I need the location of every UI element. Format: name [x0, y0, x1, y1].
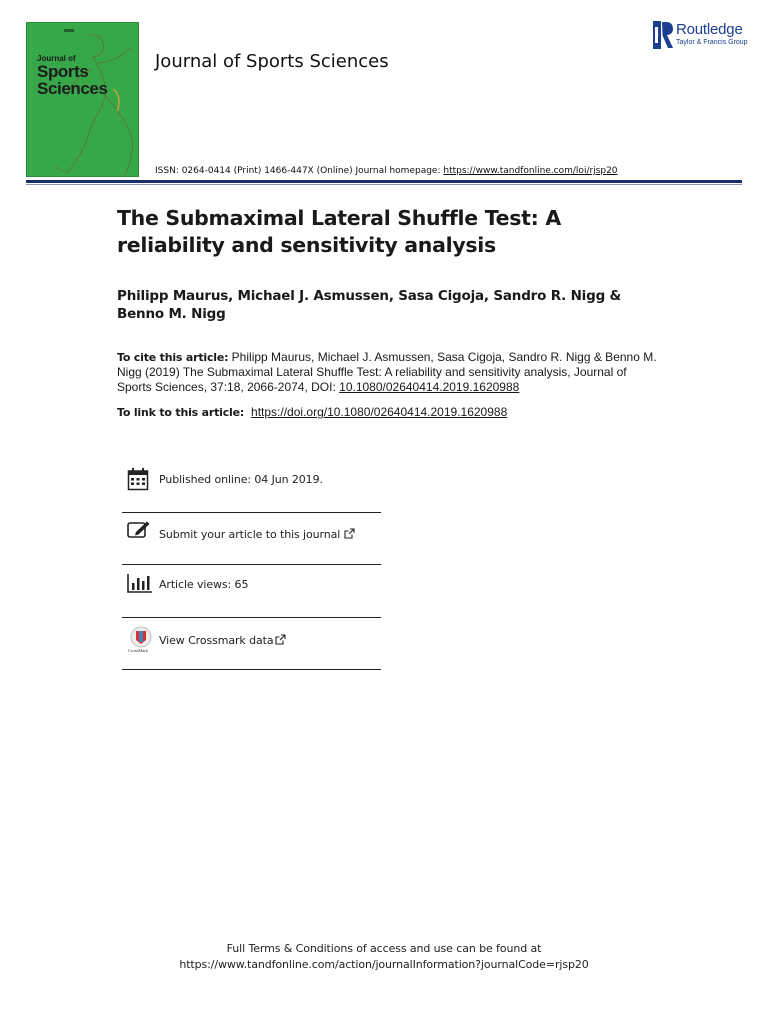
citation-text: Philipp Maurus, Michael J. Asmussen, Sasa Cigoja, Sandro R. Nigg & Benno M. Nigg (2019) The Submaximal Lateral Shuffle Test: A reliability and sensitivity analysis, Journal of Sports Sciences, 37:18, 2066-2074, DOI:: [117, 350, 657, 394]
published-online-row: [122, 461, 381, 513]
citation-doi-link[interactable]: 10.1080/02640414.2019.1620988: [339, 380, 520, 394]
cover-title-line2: Sports: [37, 62, 89, 81]
header-divider: [26, 180, 742, 183]
crossmark-row[interactable]: [122, 618, 381, 670]
article-doi-link[interactable]: https://doi.org/10.1080/02640414.2019.1620988: [251, 405, 508, 419]
article-authors: Philipp Maurus, Michael J. Asmussen, Sasa Cigoja, Sandro R. Nigg & Benno M. Nigg: [117, 288, 622, 322]
citation-label: To cite this article:: [117, 351, 229, 364]
issn-line: [155, 166, 618, 176]
cover-title-line3: Sciences: [37, 79, 108, 98]
publisher-tagline: Taylor & Francis Group: [676, 39, 748, 46]
cover-title: [37, 55, 137, 97]
external-link-icon: [275, 634, 286, 645]
submit-article-text: Submit your article to this journal: [159, 528, 341, 541]
article-views-row: [122, 565, 381, 617]
publisher-name: Routledge: [676, 21, 743, 38]
article-link-line: [117, 405, 507, 419]
crossmark-text: View Crossmark data: [159, 634, 274, 647]
external-link-icon: [344, 528, 355, 539]
terms-footer-line1: Full Terms & Conditions of access and use can be found at: [226, 942, 542, 955]
routledge-logo-icon: [653, 21, 673, 49]
crossmark-icon-label: CrossMark: [128, 648, 148, 653]
citation-block: [117, 350, 657, 395]
journal-cover: [26, 22, 139, 177]
crossmark-link[interactable]: [159, 634, 286, 647]
submit-article-row[interactable]: [122, 513, 381, 565]
info-divider: [122, 669, 381, 670]
published-online-text: Published online: 04 Jun 2019.: [159, 473, 323, 486]
submit-article-link[interactable]: [159, 528, 355, 541]
cover-athlete-illustration: [27, 23, 139, 177]
header-divider-thin: [26, 184, 742, 185]
terms-footer: [84, 941, 684, 973]
cover-title-line1: Journal of: [37, 54, 76, 63]
calendar-icon: [127, 467, 149, 491]
terms-footer-link[interactable]: https://www.tandfonline.com/action/journalInformation?journalCode=rjsp20: [179, 958, 589, 971]
edit-icon: [127, 520, 151, 540]
journal-name[interactable]: Journal of Sports Sciences: [155, 51, 389, 72]
issn-text: ISSN: 0264-0414 (Print) 1466-447X (Online) Journal homepage:: [155, 166, 444, 176]
article-link-label: To link to this article:: [117, 406, 248, 419]
article-title: The Submaximal Lateral Shuffle Test: A reliability and sensitivity analysis: [117, 206, 561, 257]
bar-chart-icon: [127, 573, 153, 593]
article-views-text: Article views: 65: [159, 578, 249, 591]
journal-homepage-link[interactable]: https://www.tandfonline.com/loi/rjsp20: [443, 166, 618, 176]
